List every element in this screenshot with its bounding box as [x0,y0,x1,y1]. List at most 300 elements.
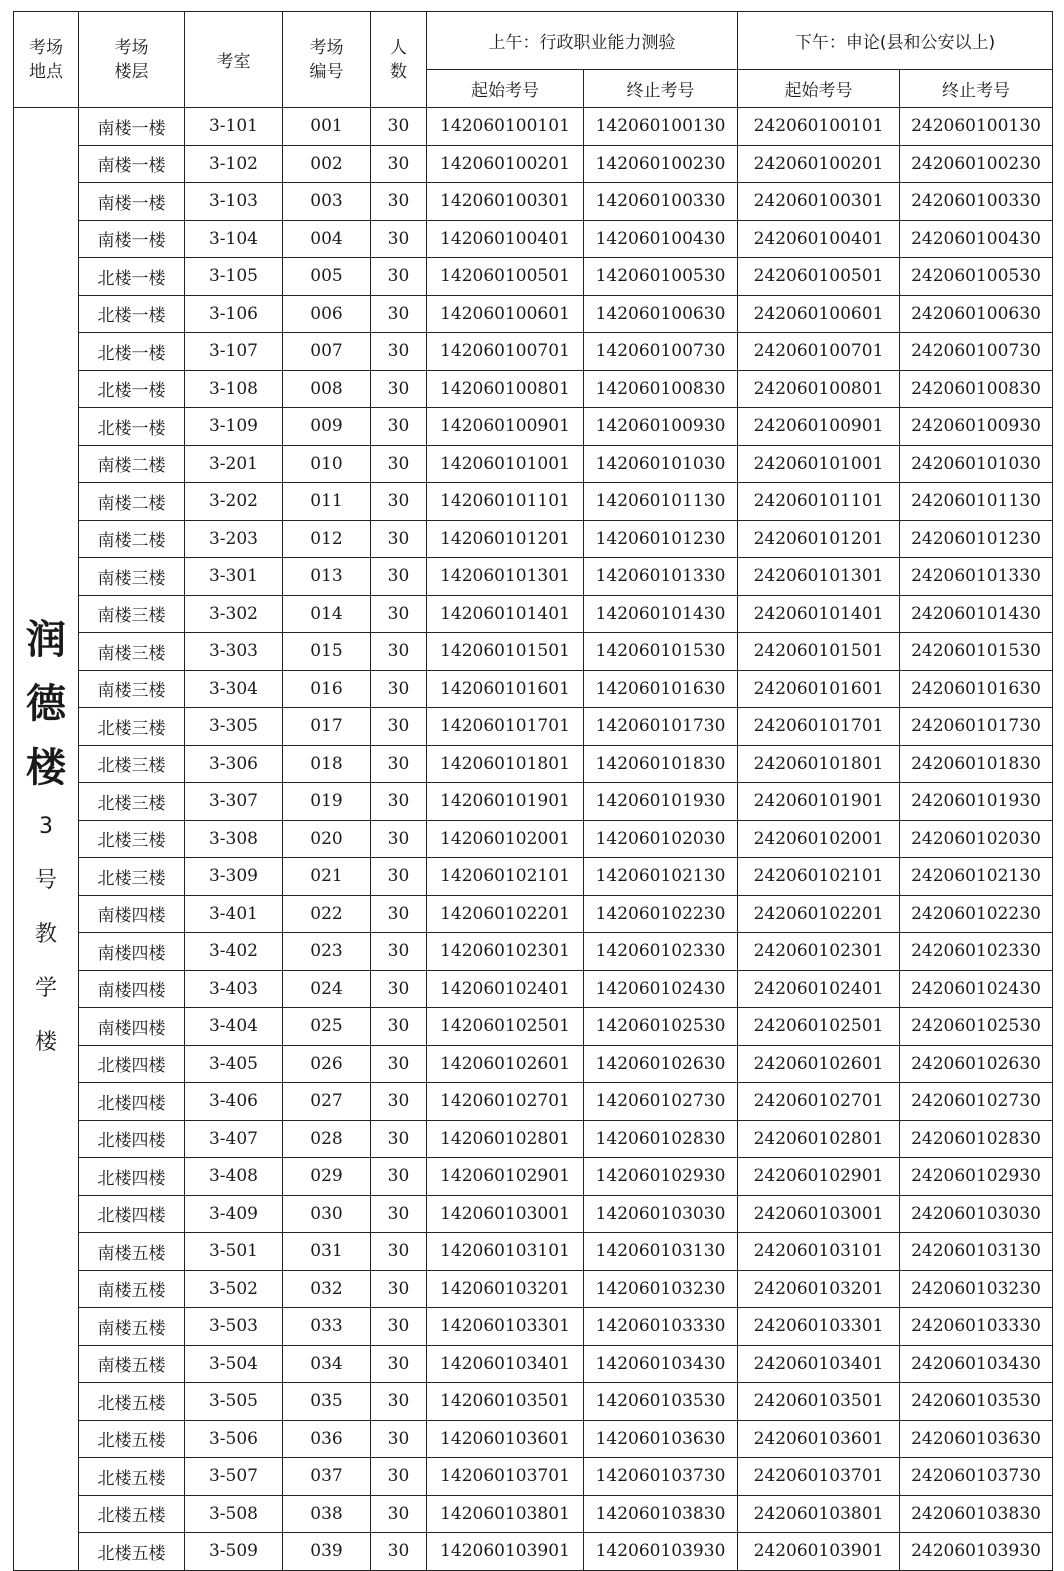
pm-start-cell: 242060101901 [738,783,900,821]
am-start-cell: 142060103001 [427,1195,584,1233]
floor-cell: 南楼五楼 [79,1308,185,1346]
room-cell: 3-306 [185,745,283,783]
table-row [14,1420,1053,1458]
pm-end-cell: 242060102530 [900,1008,1053,1046]
room-cell: 3-202 [185,483,283,521]
am-start-cell: 142060103701 [427,1458,584,1496]
count-cell: 30 [371,1420,427,1458]
am-start-cell: 142060101001 [427,445,584,483]
header-pm-start: 起始考号 [738,70,900,108]
am-start-cell: 142060103201 [427,1270,584,1308]
am-start-cell: 142060102001 [427,820,584,858]
am-start-cell: 142060100401 [427,220,584,258]
am-start-cell: 142060102101 [427,858,584,896]
am-start-cell: 142060102801 [427,1120,584,1158]
pm-end-cell: 242060100930 [900,408,1053,446]
room-cell: 3-407 [185,1120,283,1158]
am-start-cell: 142060101701 [427,708,584,746]
pm-start-cell: 242060101201 [738,520,900,558]
code-cell: 028 [283,1120,371,1158]
pm-end-cell: 242060100830 [900,370,1053,408]
count-cell: 30 [371,370,427,408]
am-start-cell: 142060101401 [427,595,584,633]
table-row [14,558,1053,596]
header-floor: 考场楼层 [79,12,185,108]
pm-end-cell: 242060103030 [900,1195,1053,1233]
location-char: 3 [39,813,53,839]
code-cell: 022 [283,895,371,933]
room-cell: 3-401 [185,895,283,933]
am-start-cell: 142060101101 [427,483,584,521]
header-am-end: 终止考号 [584,70,738,108]
pm-end-cell: 242060102730 [900,1083,1053,1121]
pm-end-cell: 242060101330 [900,558,1053,596]
room-cell: 3-101 [185,108,283,146]
code-cell: 007 [283,333,371,371]
am-end-cell: 142060101030 [584,445,738,483]
am-end-cell: 142060102330 [584,933,738,971]
code-cell: 017 [283,708,371,746]
table-row [14,483,1053,521]
floor-cell: 南楼三楼 [79,595,185,633]
pm-end-cell: 242060100630 [900,295,1053,333]
table-row [14,1158,1053,1196]
code-cell: 018 [283,745,371,783]
floor-cell: 北楼一楼 [79,295,185,333]
table-row [14,820,1053,858]
room-cell: 3-402 [185,933,283,971]
pm-end-cell: 242060101730 [900,708,1053,746]
header-morning: 上午：行政职业能力测验 [427,12,738,70]
table-row [14,895,1053,933]
room-cell: 3-506 [185,1420,283,1458]
am-start-cell: 142060102401 [427,970,584,1008]
am-end-cell: 142060103430 [584,1345,738,1383]
table-row [14,1383,1053,1421]
table-row [14,220,1053,258]
floor-cell: 南楼三楼 [79,558,185,596]
am-end-cell: 142060102630 [584,1045,738,1083]
count-cell: 30 [371,1233,427,1271]
location-char: 学 [34,975,57,1001]
code-cell: 025 [283,1008,371,1046]
code-cell: 006 [283,295,371,333]
room-cell: 3-406 [185,1083,283,1121]
pm-end-cell: 242060101130 [900,483,1053,521]
am-start-cell: 142060100301 [427,183,584,221]
am-start-cell: 142060101801 [427,745,584,783]
code-cell: 039 [283,1533,371,1571]
location-cell [14,108,79,1571]
am-end-cell: 142060103930 [584,1533,738,1571]
code-cell: 035 [283,1383,371,1421]
pm-start-cell: 242060101601 [738,670,900,708]
code-cell: 005 [283,258,371,296]
pm-start-cell: 242060100801 [738,370,900,408]
room-cell: 3-302 [185,595,283,633]
count-cell: 30 [371,1008,427,1046]
am-end-cell: 142060103030 [584,1195,738,1233]
pm-end-cell: 242060103130 [900,1233,1053,1271]
floor-cell: 南楼四楼 [79,895,185,933]
room-cell: 3-308 [185,820,283,858]
room-cell: 3-508 [185,1495,283,1533]
am-end-cell: 142060100530 [584,258,738,296]
am-end-cell: 142060103130 [584,1233,738,1271]
pm-end-cell: 242060102030 [900,820,1053,858]
room-cell: 3-501 [185,1233,283,1271]
floor-cell: 南楼一楼 [79,108,185,146]
floor-cell: 北楼四楼 [79,1045,185,1083]
am-start-cell: 142060100501 [427,258,584,296]
count-cell: 30 [371,1158,427,1196]
am-end-cell: 142060100630 [584,295,738,333]
am-start-cell: 142060103901 [427,1533,584,1571]
pm-start-cell: 242060102501 [738,1008,900,1046]
table-row [14,1458,1053,1496]
am-end-cell: 142060102730 [584,1083,738,1121]
floor-cell: 北楼四楼 [79,1195,185,1233]
pm-end-cell: 242060100130 [900,108,1053,146]
am-end-cell: 142060102430 [584,970,738,1008]
pm-start-cell: 242060102901 [738,1158,900,1196]
pm-start-cell: 242060103501 [738,1383,900,1421]
code-cell: 027 [283,1083,371,1121]
pm-start-cell: 242060100601 [738,295,900,333]
am-end-cell: 142060102230 [584,895,738,933]
count-cell: 30 [371,1045,427,1083]
floor-cell: 北楼五楼 [79,1458,185,1496]
code-cell: 016 [283,670,371,708]
count-cell: 30 [371,595,427,633]
floor-cell: 北楼三楼 [79,783,185,821]
floor-cell: 南楼三楼 [79,633,185,671]
header-pm-end: 终止考号 [900,70,1053,108]
table-row [14,1233,1053,1271]
table-row [14,670,1053,708]
pm-end-cell: 242060100530 [900,258,1053,296]
am-end-cell: 142060102930 [584,1158,738,1196]
count-cell: 30 [371,933,427,971]
count-cell: 30 [371,820,427,858]
room-cell: 3-305 [185,708,283,746]
table-row [14,408,1053,446]
pm-start-cell: 242060101501 [738,633,900,671]
floor-cell: 北楼一楼 [79,258,185,296]
code-cell: 037 [283,1458,371,1496]
am-start-cell: 142060101501 [427,633,584,671]
pm-start-cell: 242060100901 [738,408,900,446]
pm-end-cell: 242060102230 [900,895,1053,933]
count-cell: 30 [371,445,427,483]
pm-end-cell: 242060100430 [900,220,1053,258]
pm-start-cell: 242060102701 [738,1083,900,1121]
pm-end-cell: 242060100230 [900,145,1053,183]
am-end-cell: 142060100730 [584,333,738,371]
pm-end-cell: 242060103330 [900,1308,1053,1346]
floor-cell: 北楼四楼 [79,1120,185,1158]
count-cell: 30 [371,1083,427,1121]
header-count: 人数 [371,12,427,108]
code-cell: 030 [283,1195,371,1233]
count-cell: 30 [371,1195,427,1233]
floor-cell: 北楼三楼 [79,820,185,858]
pm-end-cell: 242060102330 [900,933,1053,971]
am-start-cell: 142060103501 [427,1383,584,1421]
pm-start-cell: 242060103801 [738,1495,900,1533]
room-cell: 3-304 [185,670,283,708]
pm-end-cell: 242060103530 [900,1383,1053,1421]
pm-end-cell: 242060101930 [900,783,1053,821]
pm-end-cell: 242060103730 [900,1458,1053,1496]
room-cell: 3-102 [185,145,283,183]
count-cell: 30 [371,145,427,183]
table-row [14,1195,1053,1233]
pm-end-cell: 242060100730 [900,333,1053,371]
count-cell: 30 [371,1270,427,1308]
am-start-cell: 142060102201 [427,895,584,933]
location-char-large: 润 [26,616,66,663]
pm-start-cell: 242060101801 [738,745,900,783]
header-code: 考场编号 [283,12,371,108]
am-end-cell: 142060100330 [584,183,738,221]
floor-cell: 北楼一楼 [79,370,185,408]
table-row [14,858,1053,896]
header-room: 考室 [185,12,283,108]
floor-cell: 北楼五楼 [79,1383,185,1421]
table-row [14,445,1053,483]
pm-start-cell: 242060102801 [738,1120,900,1158]
am-start-cell: 142060102701 [427,1083,584,1121]
pm-start-cell: 242060103001 [738,1195,900,1233]
room-cell: 3-303 [185,633,283,671]
location-char: 号 [34,867,57,893]
am-start-cell: 142060101201 [427,520,584,558]
room-cell: 3-403 [185,970,283,1008]
am-end-cell: 142060101830 [584,745,738,783]
pm-start-cell: 242060103601 [738,1420,900,1458]
code-cell: 004 [283,220,371,258]
am-end-cell: 142060102030 [584,820,738,858]
table-row [14,1120,1053,1158]
room-cell: 3-201 [185,445,283,483]
pm-end-cell: 242060103430 [900,1345,1053,1383]
code-cell: 031 [283,1233,371,1271]
code-cell: 026 [283,1045,371,1083]
am-start-cell: 142060102301 [427,933,584,971]
table-row [14,595,1053,633]
count-cell: 30 [371,408,427,446]
count-cell: 30 [371,220,427,258]
floor-cell: 南楼二楼 [79,520,185,558]
floor-cell: 北楼四楼 [79,1158,185,1196]
am-start-cell: 142060102901 [427,1158,584,1196]
count-cell: 30 [371,333,427,371]
pm-end-cell: 242060103230 [900,1270,1053,1308]
room-cell: 3-309 [185,858,283,896]
count-cell: 30 [371,1345,427,1383]
am-end-cell: 142060100830 [584,370,738,408]
room-cell: 3-509 [185,1533,283,1571]
pm-end-cell: 242060101530 [900,633,1053,671]
floor-cell: 北楼四楼 [79,1083,185,1121]
floor-cell: 南楼四楼 [79,970,185,1008]
table-row [14,1083,1053,1121]
table-row [14,708,1053,746]
floor-cell: 北楼一楼 [79,333,185,371]
floor-cell: 北楼五楼 [79,1420,185,1458]
pm-end-cell: 242060103930 [900,1533,1053,1571]
floor-cell: 北楼五楼 [79,1533,185,1571]
am-start-cell: 142060103101 [427,1233,584,1271]
table-row [14,1270,1053,1308]
am-start-cell: 142060103301 [427,1308,584,1346]
count-cell: 30 [371,745,427,783]
pm-end-cell: 242060102930 [900,1158,1053,1196]
room-cell: 3-301 [185,558,283,596]
table-row [14,1345,1053,1383]
am-start-cell: 142060100801 [427,370,584,408]
pm-start-cell: 242060100701 [738,333,900,371]
pm-end-cell: 242060103630 [900,1420,1053,1458]
pm-end-cell: 242060102830 [900,1120,1053,1158]
table-row [14,1045,1053,1083]
am-end-cell: 142060101730 [584,708,738,746]
pm-end-cell: 242060101830 [900,745,1053,783]
floor-cell: 南楼五楼 [79,1345,185,1383]
room-cell: 3-404 [185,1008,283,1046]
room-cell: 3-409 [185,1195,283,1233]
room-cell: 3-108 [185,370,283,408]
pm-start-cell: 242060103301 [738,1308,900,1346]
am-end-cell: 142060101930 [584,783,738,821]
code-cell: 013 [283,558,371,596]
table-row [14,970,1053,1008]
code-cell: 010 [283,445,371,483]
table-row [14,933,1053,971]
location-char-large: 楼 [26,744,66,791]
am-start-cell: 142060102501 [427,1008,584,1046]
table-header [14,12,1053,108]
floor-cell: 北楼五楼 [79,1495,185,1533]
pm-start-cell: 242060102401 [738,970,900,1008]
pm-end-cell: 242060101430 [900,595,1053,633]
pm-start-cell: 242060101401 [738,595,900,633]
am-end-cell: 142060103530 [584,1383,738,1421]
code-cell: 036 [283,1420,371,1458]
am-end-cell: 142060101430 [584,595,738,633]
code-cell: 011 [283,483,371,521]
floor-cell: 南楼三楼 [79,670,185,708]
count-cell: 30 [371,1120,427,1158]
am-start-cell: 142060102601 [427,1045,584,1083]
pm-end-cell: 242060102630 [900,1045,1053,1083]
am-start-cell: 142060103401 [427,1345,584,1383]
table-body [14,108,1053,1571]
pm-end-cell: 242060101230 [900,520,1053,558]
am-end-cell: 142060102830 [584,1120,738,1158]
count-cell: 30 [371,970,427,1008]
floor-cell: 北楼三楼 [79,745,185,783]
code-cell: 032 [283,1270,371,1308]
code-cell: 038 [283,1495,371,1533]
table-row [14,183,1053,221]
pm-end-cell: 242060102430 [900,970,1053,1008]
am-start-cell: 142060100201 [427,145,584,183]
pm-start-cell: 242060101101 [738,483,900,521]
code-cell: 012 [283,520,371,558]
count-cell: 30 [371,1495,427,1533]
pm-start-cell: 242060102001 [738,820,900,858]
am-end-cell: 142060101330 [584,558,738,596]
table-row [14,333,1053,371]
pm-start-cell: 242060100501 [738,258,900,296]
pm-start-cell: 242060102601 [738,1045,900,1083]
am-end-cell: 142060103630 [584,1420,738,1458]
exam-room-table [13,11,1053,1571]
room-cell: 3-507 [185,1458,283,1496]
count-cell: 30 [371,783,427,821]
room-cell: 3-408 [185,1158,283,1196]
code-cell: 029 [283,1158,371,1196]
pm-start-cell: 242060103701 [738,1458,900,1496]
am-end-cell: 142060102130 [584,858,738,896]
code-cell: 003 [283,183,371,221]
table-row [14,145,1053,183]
code-cell: 008 [283,370,371,408]
table-row [14,295,1053,333]
pm-start-cell: 242060100401 [738,220,900,258]
count-cell: 30 [371,633,427,671]
location-char-large: 德 [26,680,66,727]
table-row [14,633,1053,671]
table-row [14,783,1053,821]
pm-end-cell: 242060100330 [900,183,1053,221]
room-cell: 3-107 [185,333,283,371]
code-cell: 034 [283,1345,371,1383]
room-cell: 3-504 [185,1345,283,1383]
floor-cell: 北楼一楼 [79,408,185,446]
pm-end-cell: 242060101030 [900,445,1053,483]
room-cell: 3-502 [185,1270,283,1308]
pm-start-cell: 242060101701 [738,708,900,746]
table-row [14,520,1053,558]
am-end-cell: 142060101230 [584,520,738,558]
count-cell: 30 [371,520,427,558]
pm-start-cell: 242060102201 [738,895,900,933]
table-row [14,745,1053,783]
am-end-cell: 142060103830 [584,1495,738,1533]
am-end-cell: 142060100430 [584,220,738,258]
count-cell: 30 [371,183,427,221]
pm-end-cell: 242060103830 [900,1495,1053,1533]
pm-start-cell: 242060102301 [738,933,900,971]
table-row [14,370,1053,408]
count-cell: 30 [371,1383,427,1421]
room-cell: 3-307 [185,783,283,821]
count-cell: 30 [371,1533,427,1571]
pm-start-cell: 242060103401 [738,1345,900,1383]
header-afternoon: 下午：申论(县和公安以上) [738,12,1053,70]
room-cell: 3-104 [185,220,283,258]
table-row [14,108,1053,146]
count-cell: 30 [371,895,427,933]
code-cell: 033 [283,1308,371,1346]
pm-end-cell: 242060101630 [900,670,1053,708]
count-cell: 30 [371,858,427,896]
count-cell: 30 [371,483,427,521]
floor-cell: 南楼五楼 [79,1270,185,1308]
